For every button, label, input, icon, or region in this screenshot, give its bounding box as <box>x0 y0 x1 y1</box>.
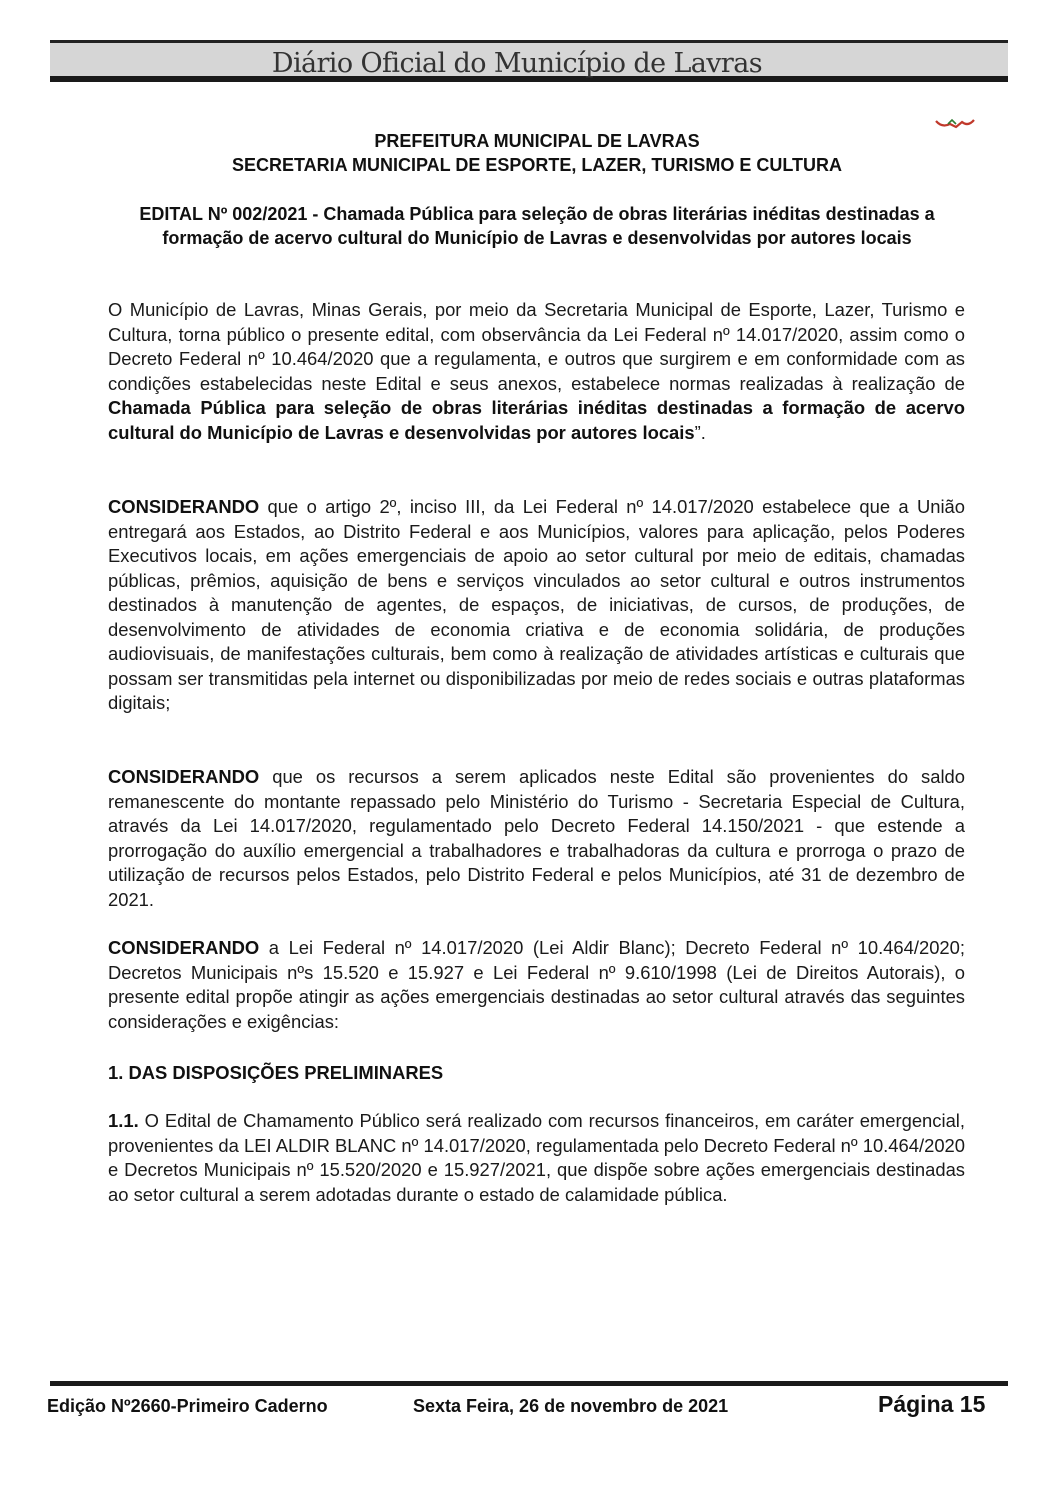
masthead-banner <box>50 40 1008 82</box>
footer-divider <box>50 1381 1008 1386</box>
considerando-paragraph-3 <box>108 936 965 1034</box>
document-header <box>108 129 966 177</box>
considerando-text: que o artigo 2º, inciso III, da Lei Federal nº 14.017/2020 estabelece que a União entregará aos Estados, ao Distrito Federal e aos Municípios, valores para aplicação, pelos Poderes Executivos locais, em ações emergenciais de apoio ao setor cultural por meio de editais, chamadas públicas, prêmios, aquisição de bens e serviços vinculados ao setor cultural e outros instrumentos destinados à manutenção de agentes, de espaços, de iniciativas, de cursos, de produções, de desenvolvimento de atividades de economia criativa e de economia solidária, de produções audiovisuais, de manifestações culturais, bem como à realização de atividades artísticas e culturais que possam ser transmitidas pela internet ou disponibilizadas por meio de redes sociais e outras plataformas digitais; <box>108 496 965 713</box>
item-number: 1.1. <box>108 1110 139 1131</box>
intro-tail: ”. <box>694 421 706 443</box>
section-heading: 1. DAS DISPOSIÇÕES PRELIMINARES <box>108 1062 444 1083</box>
footer-date: Sexta Feira, 26 de novembro de 2021 <box>413 1396 729 1416</box>
intro-paragraph <box>108 298 965 445</box>
intro-bold-text: Chamada Pública para seleção de obras literárias inéditas destinadas a formação de acervo cultural do Município de Lavras e desenvolvidas por autores locais <box>108 397 965 443</box>
considerando-label: CONSIDERANDO <box>108 766 260 787</box>
section-item-1-1 <box>108 1109 965 1207</box>
considerando-label: CONSIDERANDO <box>108 496 260 517</box>
footer-edition: Edição Nº2660-Primeiro Caderno <box>47 1396 328 1416</box>
intro-text: O Município de Lavras, Minas Gerais, por meio da Secretaria Municipal de Esporte, Lazer, Turismo e Cultura, torna público o presente edital, com observância da Lei Federal nº 14.017/2020, assim como o Decreto Federal nº 10.464/2020 que a regulamenta, e outros que surgirem e em conformidade com as condições estabelecidas neste Edital e seus anexos, estabelece normas realizadas à realização de <box>108 299 965 394</box>
considerando-label: CONSIDERANDO <box>108 937 260 958</box>
header-line-prefeitura: PREFEITURA MUNICIPAL DE LAVRAS <box>374 131 700 151</box>
considerando-paragraph-1 <box>108 495 965 716</box>
masthead-title: Diário Oficial do Município de Lavras <box>271 48 762 79</box>
considerando-paragraph-2 <box>108 765 965 912</box>
considerando-text: a Lei Federal nº 14.017/2020 (Lei Aldir Blanc); Decreto Federal nº 10.464/2020; Decretos Municipais nºs 15.520 e 15.927 e Lei Federal nº 9.610/1998 (Lei de Direitos Autorais), o presente edital propõe atingir as ações emergenciais destinadas ao setor cultural através das seguintes considerações e exigências: <box>108 937 965 1032</box>
footer-page-number: Página 15 <box>878 1391 986 1417</box>
edital-title: EDITAL Nº 002/2021 - Chamada Pública para seleção de obras literárias inéditas destinadas a formação de acervo cultural do Município de Lavras e desenvolvidas por autores locais <box>139 204 935 248</box>
considerando-text: que os recursos a serem aplicados neste Edital são provenientes do saldo remanescente do montante repassado pelo Ministério do Turismo - Secretaria Especial de Cultura, através da Lei 14.017/2020, regulamentado pelo Decreto Federal 14.150/2021 - que estende a prorrogação do auxílio emergencial a trabalhadores e trabalhadoras da cultura e prorroga o prazo de utilização de recursos pelos Estados, pelo Distrito Federal e pelos Municípios, até 31 de dezembro de 2021. <box>108 766 965 910</box>
header-line-secretaria: SECRETARIA MUNICIPAL DE ESPORTE, LAZER, TURISMO E CULTURA <box>231 155 842 175</box>
item-text: O Edital de Chamamento Público será realizado com recursos financeiros, em caráter emergencial, provenientes da LEI ALDIR BLANC nº 14.017/2020, regulamentada pelo Decreto Federal nº 10.464/2020 e Decretos Municipais nº 15.520/2020 e 15.927/2021, que dispõe sobre ações emergenciais destinadas ao setor cultural a serem adotadas durante o estado de calamidade pública. <box>108 1110 965 1205</box>
